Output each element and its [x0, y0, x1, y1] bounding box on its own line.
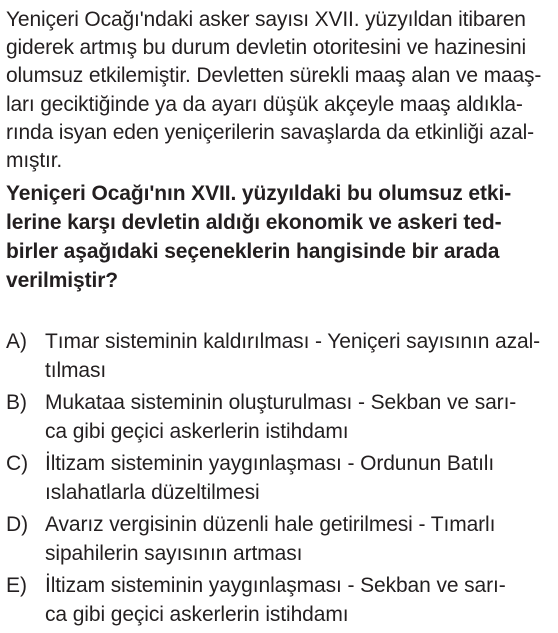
question-line: verilmiştir? — [6, 269, 119, 293]
option-letter: C) — [6, 452, 29, 475]
option-text — [45, 511, 550, 568]
option-letter: A) — [6, 330, 27, 353]
passage-line: rında isyan eden yeniçerilerin savaşlarda da etkinliği azal- — [6, 120, 534, 144]
option-text — [45, 328, 550, 385]
passage-line: ları geciktiğinde ya da ayarı düşük akçeyle maaş aldıkla- — [6, 92, 523, 116]
passage-line: giderek artmış bu durum devletin otoritesini ve hazinesini — [6, 36, 527, 60]
option-e[interactable] — [6, 572, 550, 633]
option-letter: E) — [6, 574, 27, 597]
question-line: lerine karşı devletin aldığı ekonomik ve askeri ted- — [6, 211, 502, 235]
option-line: ca gibi geçici askerlerin istihdamı — [45, 602, 349, 626]
option-line: İltizam sisteminin yaygınlaşması - Ordunun Batılı — [45, 452, 495, 475]
question-page — [6, 6, 550, 626]
question-stem — [6, 179, 550, 295]
question-line: birler aşağıdaki seçeneklerin hangisinde bir arada — [6, 240, 500, 264]
question-line: Yeniçeri Ocağı'nın XVII. yüzyıldaki bu olumsuz etki- — [6, 182, 512, 206]
option-a[interactable] — [6, 328, 550, 389]
option-line: Mukataa sisteminin oluşturulması - Sekban ve sarı- — [45, 391, 517, 414]
question-passage — [6, 6, 550, 175]
option-text — [45, 389, 550, 446]
option-line: sipahilerin sayısının artması — [45, 541, 303, 565]
answer-options — [6, 328, 550, 633]
option-line: ıslahatlarla düzeltilmesi — [45, 480, 260, 504]
option-d[interactable] — [6, 511, 550, 572]
option-line: ca gibi geçici askerlerin istihdamı — [45, 419, 349, 443]
option-line: Avarız vergisinin düzenli hale getirilmesi - Tımarlı — [45, 513, 496, 536]
option-c[interactable] — [6, 450, 550, 511]
option-line: Tımar sisteminin kaldırılması - Yeniçeri sayısının azal- — [45, 330, 541, 353]
passage-line: Yeniçeri Ocağı'ndaki asker sayısı XVII. yüzyıldan itibaren — [6, 8, 526, 31]
option-text — [45, 450, 550, 507]
option-text — [45, 572, 550, 629]
passage-line: olumsuz etkilemiştir. Devletten sürekli maaş alan ve maaş- — [6, 64, 542, 88]
option-line: İltizam sisteminin yaygınlaşması - Sekban ve sarı- — [45, 574, 506, 597]
passage-line: mıştır. — [6, 149, 63, 173]
option-line: tılması — [45, 358, 107, 382]
option-letter: D) — [6, 513, 29, 536]
option-letter: B) — [6, 391, 27, 414]
option-b[interactable] — [6, 389, 550, 450]
